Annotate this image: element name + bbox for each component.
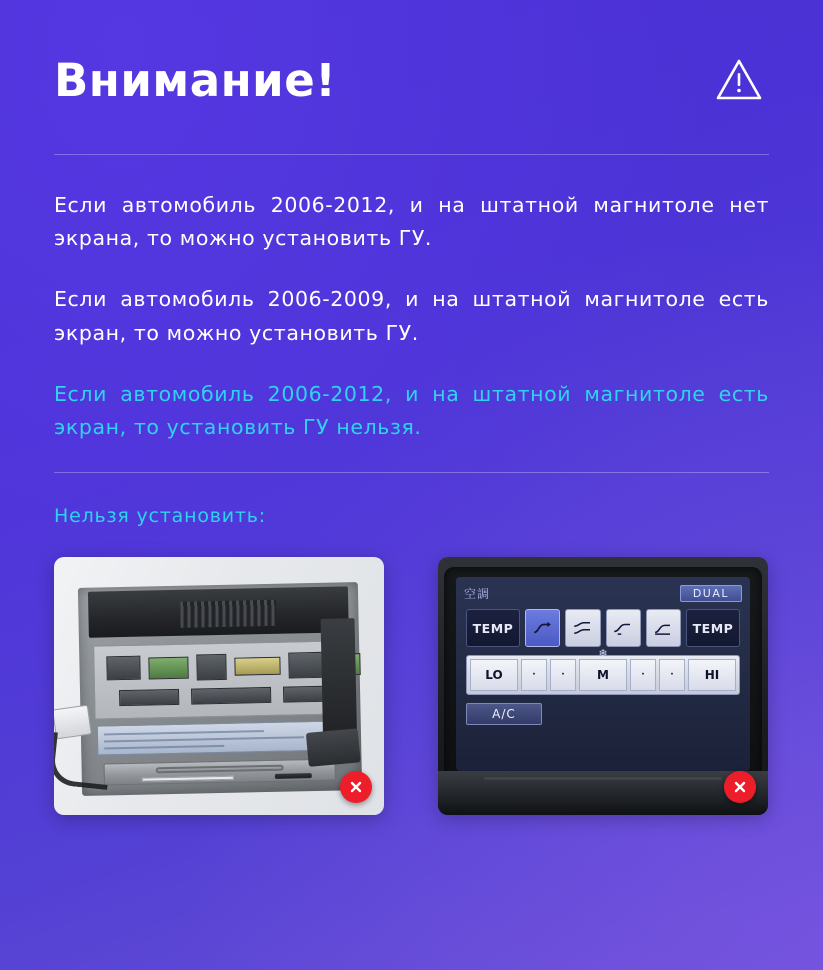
fan-speed-lo[interactable]: LO [470,659,518,691]
paragraph-1: Если автомобиль 2006-2012, и на штатной магнитоле нет экрана, то можно установить ГУ. [54,193,769,251]
page-title: Внимание! [54,53,337,107]
temp-left-button[interactable]: TEMP [466,609,520,647]
section-divider [54,472,769,473]
paragraph-list [54,189,769,444]
fan-speed-step[interactable]: · [521,659,547,691]
climate-panel-screen [456,577,750,771]
mode-defrost-icon [652,621,674,635]
paragraph-2: Если автомобиль 2006-2009, и на штатной магнитоле есть экран, то можно установить ГУ. [54,287,769,345]
paragraph-3: Если автомобиль 2006-2012, и на штатной магнитоле есть экран, то установить ГУ нельзя. [54,381,769,440]
head-unit-slot [155,765,284,774]
mode-face-icon [532,621,554,635]
mode-face-feet-icon [572,621,594,635]
chip [234,657,280,676]
climate-jp-label: 空調 [464,586,491,601]
fan-icon: ❄ [598,647,608,661]
climate-panel-image [438,557,768,815]
photo-gallery [54,557,769,815]
head-unit-bracket [321,618,357,735]
pcb-trace [104,745,224,750]
head-unit-chassis [78,582,362,796]
mode-feet-icon [612,621,634,635]
page-content [54,0,769,970]
head-unit-label [142,776,234,781]
fan-speed-step[interactable]: · [550,659,576,691]
chip [288,652,325,679]
header-divider [54,154,769,155]
fan-speed-step[interactable]: · [630,659,656,691]
head-unit-lower-panel [104,759,336,786]
status-badge [724,771,756,803]
climate-control-display-photo[interactable] [438,557,768,815]
dual-button[interactable]: DUAL [680,585,742,602]
mode-feet-icon[interactable] [606,609,641,647]
cross-icon [732,779,748,795]
fan-speed-m[interactable]: M [579,659,627,691]
head-unit-pcb [97,721,328,756]
pcb-trace [104,730,264,735]
chip [106,656,140,681]
head-unit-vent [180,600,277,628]
fan-speed-step[interactable]: · [659,659,685,691]
cross-icon [348,779,364,795]
climate-panel-bezel [444,567,762,781]
head-unit-board [93,641,346,720]
ac-button[interactable]: A/C [466,703,542,725]
head-unit-image [54,557,384,815]
climate-mode-row [466,609,740,647]
warning-triangle-icon [715,56,763,104]
mode-face-icon[interactable] [525,609,560,647]
climate-top-row [464,583,742,603]
fan-speed-scale[interactable] [466,655,740,695]
head-unit-connector-block [275,773,312,779]
head-unit-wire [54,732,113,790]
chip [196,654,227,681]
status-badge [340,771,372,803]
head-unit-bracket-lower [306,729,361,768]
temp-right-button[interactable]: TEMP [686,609,740,647]
chip [148,657,188,680]
pcb-trace [104,736,304,742]
section-subtitle: Нельзя установить: [54,505,266,528]
chip [191,687,271,705]
factory-head-unit-photo[interactable] [54,557,384,815]
mode-defrost-icon[interactable] [646,609,681,647]
fan-speed-hi[interactable]: HI [688,659,736,691]
climate-panel-base [438,771,768,815]
head-unit-top-cover [88,587,349,638]
mode-face-feet-icon[interactable] [565,609,600,647]
chip [119,689,179,706]
page-header [54,0,769,107]
